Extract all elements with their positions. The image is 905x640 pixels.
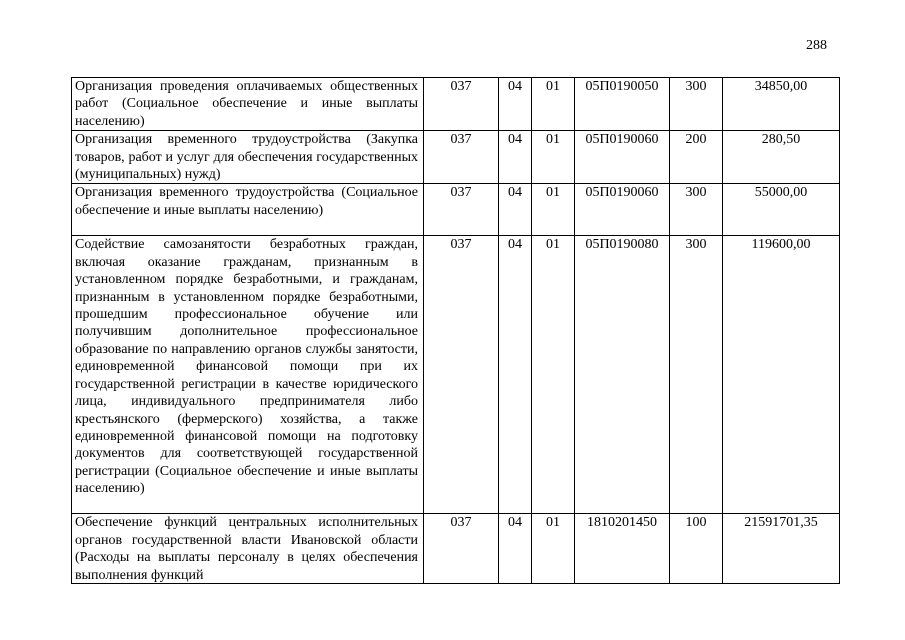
ministry-code-cell: 037 — [424, 514, 499, 584]
table-row — [72, 236, 840, 514]
target-article-cell: 05П0190060 — [575, 131, 670, 184]
table-row — [72, 184, 840, 236]
subsection-code-cell: 01 — [532, 131, 575, 184]
budget-table — [71, 77, 840, 584]
row-name-cell — [72, 514, 424, 584]
section-code-cell: 04 — [499, 131, 532, 184]
subsection-code-cell: 01 — [532, 514, 575, 584]
ministry-code-cell: 037 — [424, 184, 499, 236]
table-row — [72, 131, 840, 184]
subsection-code-cell: 01 — [532, 78, 575, 131]
subsection-code-cell: 01 — [532, 236, 575, 514]
expense-type-cell: 100 — [670, 514, 723, 584]
expense-type-cell: 300 — [670, 236, 723, 514]
table-row — [72, 78, 840, 131]
table-row — [72, 514, 840, 584]
amount-cell: 280,50 — [723, 131, 840, 184]
page-number: 288 — [806, 38, 827, 53]
subsection-code-cell: 01 — [532, 184, 575, 236]
expense-type-cell: 300 — [670, 78, 723, 131]
amount-cell: 55000,00 — [723, 184, 840, 236]
section-code-cell: 04 — [499, 78, 532, 131]
row-name-cell: Организация временного трудоустройства (Закупка товаров, работ и услуг для обеспечения государственных (муниципальных) нужд) — [72, 131, 424, 184]
row-name-cell: Организация проведения оплачиваемых общественных работ (Социальное обеспечение и иные выплаты населению) — [72, 78, 424, 131]
row-name-cell: Организация временного трудоустройства (Социальное обеспечение и иные выплаты населению) — [72, 184, 424, 236]
section-code-cell: 04 — [499, 184, 532, 236]
target-article-cell: 05П0190060 — [575, 184, 670, 236]
target-article-cell: 05П0190080 — [575, 236, 670, 514]
amount-cell: 119600,00 — [723, 236, 840, 514]
row-name-cell: Содействие самозанятости безработных граждан, включая оказание гражданам, признанным в установленном порядке безработными, и гражданам, признанным в установленном порядке безработными, прошедшим профессиональное обучение или получившим дополнительное профессиональное образование по направлению органов службы занятости, единовременной финансовой помощи при их государственной регистрации в качестве юридического лица, индивидуального предпринимателя либо крестьянского (фермерского) хозяйства, а также единовременной финансовой помощи на подготовку документов для соответствующей государственной регистрации (Социальное обеспечение и иные выплаты населению) — [72, 236, 424, 514]
section-code-cell: 04 — [499, 236, 532, 514]
amount-cell: 34850,00 — [723, 78, 840, 131]
ministry-code-cell: 037 — [424, 78, 499, 131]
expense-type-cell: 200 — [670, 131, 723, 184]
target-article-cell: 1810201450 — [575, 514, 670, 584]
ministry-code-cell: 037 — [424, 131, 499, 184]
row-name-text: Обеспечение функций центральных исполнительных органов государственной власти Ивановской области (Расходы на выплаты персоналу в целях обеспечения выполнения функций — [75, 515, 418, 583]
amount-cell: 21591701,35 — [723, 514, 840, 584]
section-code-cell: 04 — [499, 514, 532, 584]
ministry-code-cell: 037 — [424, 236, 499, 514]
expense-type-cell: 300 — [670, 184, 723, 236]
target-article-cell: 05П0190050 — [575, 78, 670, 131]
